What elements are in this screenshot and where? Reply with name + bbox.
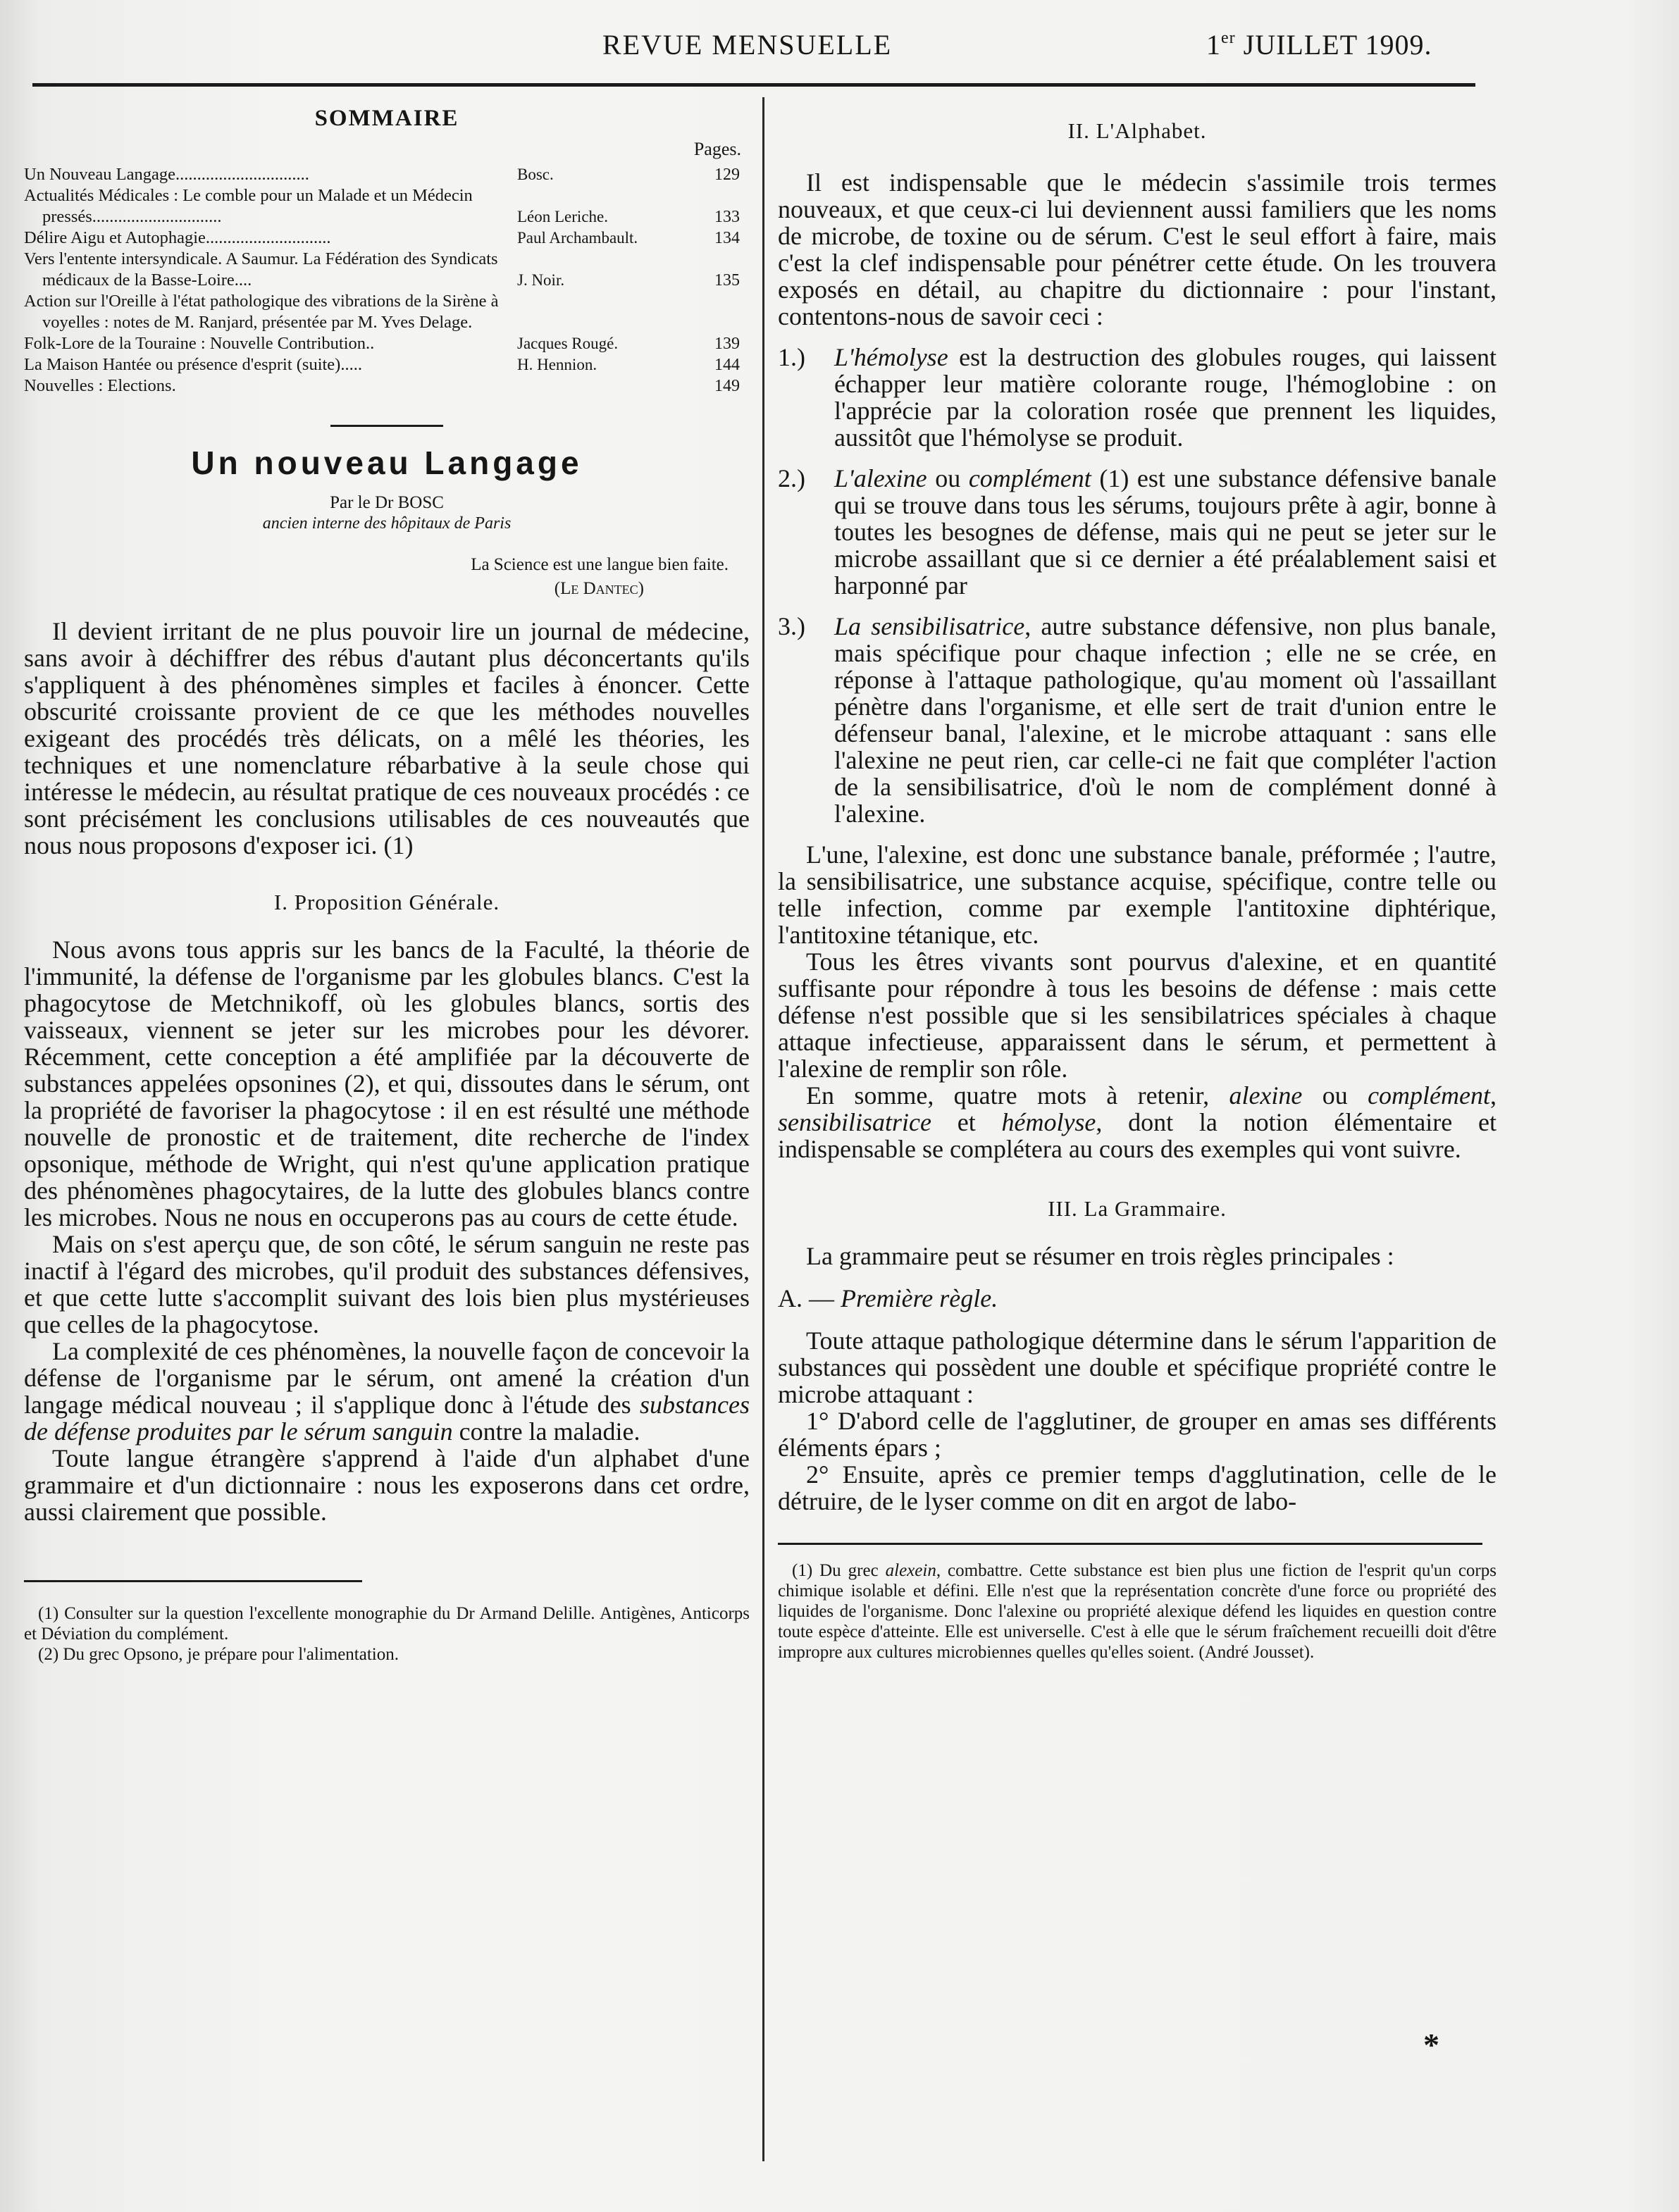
italic-run: complément (1368, 1081, 1490, 1110)
rule-heading (778, 1285, 1497, 1312)
sommaire-entry-title: Vers l'entente intersyndicale. A Saumur. La Fédération des Syndicats médicaux de la Basse-Loire.... (24, 249, 498, 290)
footnote-2: (2) Du grec Opsono, je prépare pour l'alimentation. (38, 1645, 399, 1664)
paragraph: 1° D'abord celle de l'agglutiner, de grouper en amas ses différents éléments épars ; (778, 1407, 1497, 1462)
section-2-body (778, 169, 1497, 1162)
sommaire-entry (24, 333, 750, 354)
sommaire-entry-title: Action sur l'Oreille à l'état pathologique des vibrations de la Sirène à voyelles : notes de M. Ranjard, présentée par M. Yves Delage. (24, 292, 499, 332)
term: L'alexine (834, 464, 927, 492)
section-heading-2: II. L'Alphabet. (1067, 118, 1207, 143)
sommaire-entry-page: 133 (714, 208, 740, 226)
right-column (778, 106, 1497, 1663)
text-run: , autre substance défensive, non plus banale, mais spécifique pour chaque infection ; elle ne se crée, en réponse à l'attaque pathologique, qu'au moment où l'assaillant pénètre dans l'organisme, et elle sert de trait d'union entre le défenseur banal, l'alexine, et le microbe attaquant : sans elle l'alexine ne peut rien, car celle-ci ne fait que compléter l'action de la sensibilisatrice, d'où le nom de complément donné à l'alexine. (834, 612, 1497, 828)
list-item (778, 613, 1497, 827)
article-title: Un nouveau Langage (191, 445, 583, 481)
rule-label: A. — (778, 1284, 841, 1312)
intro-paragraph: Il devient irritant de ne plus pouvoir lire un journal de médecine, sans avoir à déchiffrer des rébus d'autant plus déconcertants qu'ils s'appliquent à des phénomènes simples et faciles à énoncer. Cette obscurité croissante provient de ce que les méthodes nouvelles exigeant des procédés très délicats, on a mêlé les théories, les techniques et une nomenclature rébarbative à la seule chose qui intéresse le médecin, au résultat pratique de ces nouveaux procédés : ce sont précisément les conclusions utilisables de ces nouveautés que nous nous proposons d'exposer ici. (1) (24, 617, 750, 859)
text-run: En somme, quatre mots à retenir, (806, 1081, 1229, 1110)
footnotes-left (24, 1603, 750, 1665)
epigraph-source: (Le Dantec) (554, 579, 644, 598)
sommaire-entry-author: Paul Archambault. (517, 229, 638, 247)
sommaire-entry-title: Actualités Médicales : Le comble pour un Malade et un Médecin pressés.............................. (24, 186, 473, 226)
section-heading-1: I. Proposition Générale. (273, 890, 500, 914)
footnote-right (778, 1560, 1497, 1663)
column-separator (762, 97, 764, 2161)
sommaire-entry-title: Un Nouveau Langage............................... (24, 165, 309, 184)
text-run: , dont la notion élémentaire et indispensable se complétera au cours des exemples qui vont suivre. (778, 1108, 1497, 1163)
paragraph (778, 1082, 1497, 1162)
date-rest: JUILLET 1909. (1235, 29, 1432, 61)
sommaire-entry (24, 185, 750, 228)
sommaire-entry-page: 144 (714, 356, 740, 374)
text-run: ou (1302, 1081, 1368, 1110)
section-3-body (778, 1243, 1497, 1515)
sommaire-entry-page: 134 (714, 229, 740, 247)
sommaire-entry (24, 228, 750, 249)
paragraph: Tous les êtres vivants sont pourvus d'alexine, et en quantité suffisante pour répondre à tous les besoins de défense : mais cette défense n'est possible que si les sensibilatrices spéciales à chaque attaque infectieuse, apparaissent dans le sérum, et permettent à l'alexine de remplir son rôle. (778, 947, 1497, 1083)
text-run: et (931, 1108, 1002, 1136)
sommaire-entry-title: Nouvelles : Elections. (24, 376, 176, 395)
text-run: La complexité de ces phénomènes, la nouvelle façon de concevoir la défense de l'organisme par le sérum, ont amené la création d'un langage médical nouveau ; il s'applique donc à l'étude des (24, 1337, 750, 1419)
paragraph: Toute langue étrangère s'apprend à l'aide d'un alphabet d'une grammaire et d'un dictionnaire : nous les exposerons dans cet ordre, aussi clairement que possible. (24, 1444, 750, 1526)
sommaire-entry-page: 129 (714, 166, 740, 184)
date-sup: er (1221, 29, 1236, 47)
issue-date (1206, 28, 1432, 61)
footnote-rule (778, 1543, 1482, 1545)
header-rule (32, 83, 1475, 87)
sommaire-pages-label: Pages. (693, 139, 741, 159)
asterisk-ornament: * (1423, 2027, 1439, 2063)
text-run: contre la maladie. (452, 1417, 640, 1446)
sommaire-entry-title: La Maison Hantée ou présence d'esprit (suite)..... (24, 355, 362, 374)
paragraph: L'une, l'alexine, est donc une substance banale, préformée ; l'autre, la sensibilisatrice, une substance acquise, spécifique, contre telle ou telle infection, comme par exemple l'antitoxine diphtérique, l'antitoxine tétanique, etc. (778, 840, 1497, 949)
list-item (778, 465, 1497, 599)
list-item (778, 344, 1497, 451)
title-rule (330, 425, 443, 427)
text-run: , (1490, 1081, 1497, 1110)
list-number: 3.) (778, 612, 805, 640)
sommaire-entry (24, 291, 750, 333)
sommaire-entry-author: J. Noir. (517, 271, 565, 289)
text-run: ou (927, 464, 969, 492)
list-text (834, 465, 1497, 599)
intro-text (24, 618, 750, 859)
list-number: 2.) (778, 464, 805, 492)
italic-run: alexein (885, 1561, 936, 1580)
sommaire-entry (24, 375, 750, 397)
italic-run: sensibilisatrice (778, 1108, 931, 1136)
rule-title: Première règle. (841, 1284, 998, 1312)
sommaire-title: SOMMAIRE (314, 106, 459, 131)
sommaire-entry-author: Jacques Rougé. (517, 335, 619, 352)
text-run: (1) Du grec (792, 1561, 886, 1580)
byline: Par le Dr BOSC (330, 493, 444, 512)
epigraph: La Science est une langue bien faite. (471, 555, 729, 574)
footnote-rule (24, 1580, 362, 1582)
italic-run: alexine (1229, 1081, 1303, 1110)
sommaire-entry-author: Léon Leriche. (517, 208, 608, 225)
journal-title: REVUE MENSUELLE (602, 29, 893, 61)
sommaire-entry-page: 139 (714, 335, 740, 353)
text-run: , combattre. Cette substance est bien plus une fiction de l'esprit qu'un corps chimique isolable et défini. Elle n'est que la représentation concrète d'une force ou propriété des liquides de l'organisme. Donc l'alexine ou propriété alexique défend les liquides en question contre toute espèce d'atteinte. Elle est universelle. C'est à elle que le sérum fraîchement recueilli doit d'être impropre aux cultures microbiennes quelles qu'elles soient. (André Jousset). (778, 1561, 1497, 1662)
term: L'hémolyse (834, 343, 948, 371)
byline-affiliation: ancien interne des hôpitaux de Paris (262, 514, 512, 533)
date-day: 1 (1206, 29, 1221, 61)
term: La sensibilisatrice (834, 612, 1025, 640)
paragraph (24, 1338, 750, 1445)
list-number: 1.) (778, 343, 805, 371)
footnote-1: (1) Consulter sur la question l'excellente monographie du Dr Armand Delille. Antigènes, Anticorps et Déviation du complément. (24, 1604, 750, 1644)
sommaire-entry-title: Folk-Lore de la Touraine : Nouvelle Contribution.. (24, 334, 375, 353)
text-run: (1) est une substance défensive banale qui se trouve dans tous les sérums, toujours prête à agir, bonne à toutes les besognes de défense, mais qui ne peut se jeter sur le microbe assaillant que si ce dernier a été préalablement saisi et harponné par (834, 464, 1497, 599)
sommaire-list (24, 164, 750, 397)
sommaire-entry (24, 249, 750, 291)
paragraph: Il est indispensable que le médecin s'assimile trois termes nouveaux, et que ceux-ci lui deviennent aussi familiers que les noms de microbe, de toxine ou de sérum. C'est le seul effort à faire, mais c'est la clef indispensable pour pénétrer cette étude. On les trouvera exposés en détail, au chapitre du dictionnaire : pour l'instant, contentons-nous de savoir ceci : (778, 168, 1497, 330)
italic-run: substances de défense produites par le sérum sanguin (24, 1391, 750, 1446)
paragraph: Toute attaque pathologique détermine dans le sérum l'apparition de substances qui possèdent une double et spécifique propriété contre le microbe attaquant : (778, 1326, 1497, 1408)
list-text (834, 613, 1497, 827)
section-1-body (24, 936, 750, 1525)
left-column (24, 106, 750, 1665)
running-head (0, 28, 1679, 70)
sommaire-entry-title: Délire Aigu et Autophagie............................. (24, 228, 331, 247)
sommaire-entry-author: H. Hennion. (517, 356, 597, 373)
text-run: est la destruction des globules rouges, qui laissent échapper leur matière colorante rouge, l'hémoglobine : on l'apprécie par la coloration rosée que prennent les liquides, aussitôt que l'hémolyse se produit. (834, 343, 1497, 452)
sommaire-entry-page: 149 (714, 377, 740, 395)
sommaire-entry-author: Bosc. (517, 166, 554, 183)
paragraph: 2° Ensuite, après ce premier temps d'agglutination, celle de le détruire, de le lyser comme on dit en argot de labo- (778, 1460, 1497, 1515)
footnote-alexine (778, 1560, 1497, 1663)
sommaire-entry-page: 135 (714, 271, 740, 290)
list-text (834, 344, 1497, 451)
paragraph: Nous avons tous appris sur les bancs de la Faculté, la théorie de l'immunité, la défense de l'organisme par les globules blancs. C'est la phagocytose de Metchnikoff, où les globules blancs, sortis des vaisseaux, viennent se jeter sur les microbes pour les dévorer. Récemment, cette conception a été amplifiée par la découverte de substances appelées opsonines (2), et qui, dissoutes dans le sérum, ont la propriété de favoriser la phagocytose : il en est résulté une méthode nouvelle de pronostic et de traitement, dite recherche de l'index opsonique, méthode de Wright, qui n'est qu'une application pratique des phénomènes phagocytaires, de la lutte des globules blancs contre les microbes. Nous ne nous en occuperons pas au cours de cette étude. (24, 936, 750, 1231)
italic-run: hémolyse (1001, 1108, 1096, 1136)
sommaire-entry (24, 354, 750, 375)
section-heading-3: III. La Grammaire. (1048, 1196, 1227, 1221)
term: complément (968, 464, 1091, 492)
paragraph: Mais on s'est aperçu que, de son côté, le sérum sanguin ne reste pas inactif à l'égard des microbes, qu'il produit des substances défensives, et que cette lutte s'accomplit suivant des lois bien plus mystérieuses que celles de la phagocytose. (24, 1230, 750, 1338)
sommaire-entry (24, 164, 750, 185)
paragraph: La grammaire peut se résumer en trois règles principales : (806, 1242, 1394, 1270)
